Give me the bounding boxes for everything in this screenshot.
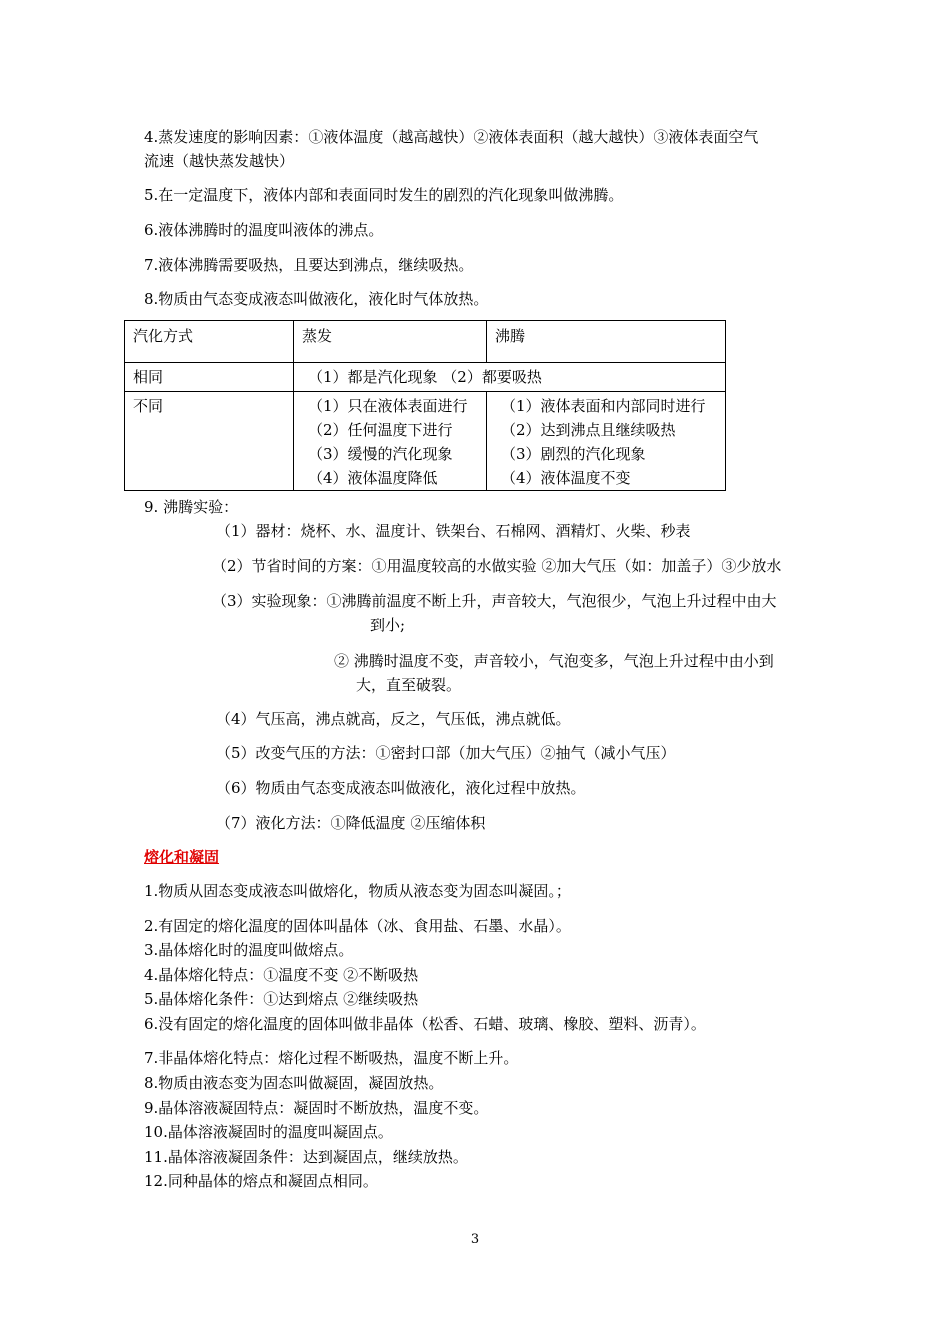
- vaporization-comparison-table: [124, 320, 726, 491]
- row-label-same: 相同: [125, 363, 294, 392]
- experiment-step-1: （1）器材：烧杯、水、温度计、铁架台、石棉网、酒精灯、火柴、秒表: [216, 522, 691, 540]
- evaporation-differences-cell: [294, 392, 487, 491]
- experiment-step-3-line4: 大，直至破裂。: [356, 676, 462, 694]
- list-item: （4）液体温度降低: [308, 469, 438, 487]
- paragraph-4-line2: 流速（越快蒸发越快）: [144, 152, 295, 170]
- list-item: （1）只在液体表面进行: [308, 397, 468, 415]
- list-item: （3）剧烈的汽化现象: [501, 445, 646, 463]
- experiment-title: 9. 沸腾实验：: [144, 498, 239, 516]
- melting-item-5: 5.晶体熔化条件：①达到熔点 ②继续吸热: [144, 990, 419, 1008]
- melting-item-9: 9.晶体溶液凝固特点：凝固时不断放热，温度不变。: [144, 1099, 489, 1117]
- table-header-cell: 汽化方式: [125, 321, 294, 363]
- experiment-step-7: （7）液化方法：①降低温度 ②压缩体积: [216, 814, 486, 832]
- list-item: （2）任何温度下进行: [308, 421, 453, 439]
- row-label-different: 不同: [125, 392, 294, 491]
- melting-item-1: 1.物质从固态变成液态叫做熔化，物质从液态变为固态叫凝固。；: [144, 882, 571, 900]
- table-row-same: [125, 363, 726, 392]
- experiment-step-6: （6）物质由气态变成液态叫做液化，液化过程中放热。: [216, 779, 586, 797]
- melting-item-7: 7.非晶体熔化特点：熔化过程不断吸热，温度不断上升。: [144, 1049, 519, 1067]
- list-item: （3）缓慢的汽化现象: [308, 445, 453, 463]
- melting-item-10: 10.晶体溶液凝固时的温度叫凝固点。: [144, 1123, 393, 1141]
- table-row-different: [125, 392, 726, 491]
- list-item: （2）达到沸点且继续吸热: [501, 421, 676, 439]
- list-item: （4）液体温度不变: [501, 469, 631, 487]
- melting-item-2: 2.有固定的熔化温度的固体叫晶体（冰、食用盐、石墨、水晶）。: [144, 917, 571, 935]
- experiment-step-3-line2: 到小;: [370, 616, 406, 634]
- table-header-cell: 蒸发: [294, 321, 487, 363]
- paragraph-5: 5.在一定温度下，液体内部和表面同时发生的剧烈的汽化现象叫做沸腾。: [144, 186, 624, 204]
- experiment-step-4: （4）气压高，沸点就高，反之，气压低，沸点就低。: [216, 710, 571, 728]
- melting-item-11: 11.晶体溶液凝固条件：达到凝固点，继续放热。: [144, 1148, 468, 1166]
- boiling-differences-cell: [487, 392, 726, 491]
- table-header-row: [125, 321, 726, 363]
- same-features-cell: （1）都是汽化现象 （2）都要吸热: [294, 363, 726, 392]
- experiment-step-3-line1: （3）实验现象：①沸腾前温度不断上升，声音较大，气泡很少，气泡上升过程中由大: [212, 592, 777, 610]
- section-heading-melting: 熔化和凝固: [144, 848, 220, 866]
- paragraph-4-line1: 4.蒸发速度的影响因素：①液体温度（越高越快）②液体表面积（越大越快）③液体表面空气: [144, 128, 759, 146]
- melting-item-4: 4.晶体熔化特点：①温度不变 ②不断吸热: [144, 966, 419, 984]
- experiment-step-5: （5）改变气压的方法：①密封口部（加大气压）②抽气（减小气压）: [216, 744, 676, 762]
- melting-item-3: 3.晶体熔化时的温度叫做熔点。: [144, 941, 354, 959]
- paragraph-7: 7.液体沸腾需要吸热，且要达到沸点，继续吸热。: [144, 256, 474, 274]
- melting-item-12: 12.同种晶体的熔点和凝固点相同。: [144, 1172, 378, 1190]
- paragraph-8: 8.物质由气态变成液态叫做液化，液化时气体放热。: [144, 290, 489, 308]
- page-number: 3: [470, 1232, 480, 1247]
- experiment-step-3-line3: ② 沸腾时温度不变，声音较小，气泡变多，气泡上升过程中由小到: [334, 652, 774, 670]
- melting-item-8: 8.物质由液态变为固态叫做凝固，凝固放热。: [144, 1074, 444, 1092]
- table-header-cell: 沸腾: [487, 321, 726, 363]
- paragraph-6: 6.液体沸腾时的温度叫液体的沸点。: [144, 221, 384, 239]
- list-item: （1）液体表面和内部同时进行: [501, 397, 706, 415]
- experiment-step-2: （2）节省时间的方案：①用温度较高的水做实验 ②加大气压（如：加盖子）③少放水: [212, 557, 782, 575]
- melting-item-6: 6.没有固定的熔化温度的固体叫做非晶体（松香、石蜡、玻璃、橡胶、塑料、沥青）。: [144, 1015, 706, 1033]
